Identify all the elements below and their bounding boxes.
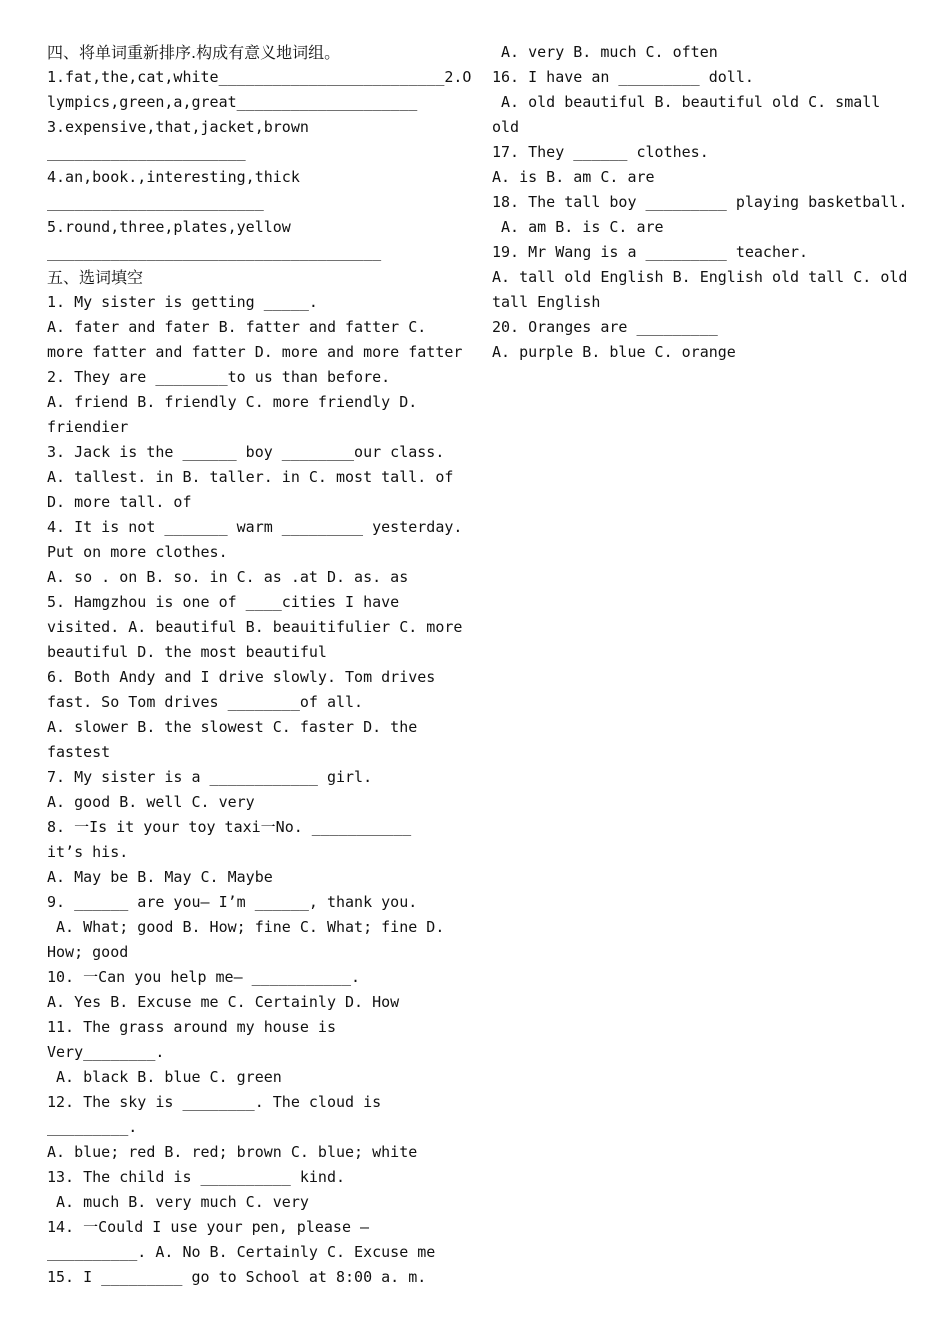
- right-column: [492, 40, 908, 365]
- text-line: A. What; good B. How; fine C. What; fine D.: [47, 918, 445, 936]
- text-line: Very________.: [47, 1043, 165, 1061]
- text-line: A. purple B. blue C. orange: [492, 343, 736, 361]
- text-line: 3. Jack is the ______ boy ________our class.: [47, 443, 445, 461]
- text-line: 14. 一Could I use your pen, please —: [47, 1218, 370, 1236]
- text-line: _____________________________________: [47, 243, 382, 261]
- text-line: 5.round,three,plates,yellow: [47, 218, 291, 236]
- text-line: A. old beautiful B. beautiful old C. small: [492, 93, 881, 111]
- text-line: 10. 一Can you help me— ___________.: [47, 968, 361, 986]
- text-line: ________________________: [47, 193, 264, 211]
- text-line: 19. Mr Wang is a _________ teacher.: [492, 243, 809, 261]
- text-line: 13. The child is __________ kind.: [47, 1168, 346, 1186]
- text-line: ______________________: [47, 143, 246, 161]
- text-line: _________.: [47, 1118, 138, 1136]
- text-line: fastest: [47, 743, 111, 761]
- text-line: 16. I have an _________ doll.: [492, 68, 754, 86]
- text-line: fast. So Tom drives ________of all.: [47, 693, 364, 711]
- text-line: visited. A. beautiful B. beauitifulier C. more: [47, 618, 463, 636]
- text-line: it’s his.: [47, 843, 129, 861]
- left-column: [47, 40, 472, 1290]
- text-line: 6. Both Andy and I drive slowly. Tom drives: [47, 668, 436, 686]
- text-line: old: [492, 118, 520, 136]
- text-line: D. more tall. of: [47, 493, 192, 511]
- text-line: 17. They ______ clothes.: [492, 143, 709, 161]
- text-line: A. good B. well C. very: [47, 793, 255, 811]
- text-line: A. May be B. May C. Maybe: [47, 868, 273, 886]
- text-line: 7. My sister is a ____________ girl.: [47, 768, 373, 786]
- section-heading-fill-in: 五、选词填空: [47, 268, 144, 287]
- text-line: 4.an,book.,interesting,thick: [47, 168, 300, 186]
- text-line: A. friend B. friendly C. more friendly D.: [47, 393, 418, 411]
- text-line: A. am B. is C. are: [492, 218, 664, 236]
- text-line: 11. The grass around my house is: [47, 1018, 336, 1036]
- text-line: tall English: [492, 293, 601, 311]
- text-line: beautiful D. the most beautiful: [47, 643, 327, 661]
- text-line: A. Yes B. Excuse me C. Certainly D. How: [47, 993, 400, 1011]
- text-line: 5. Hamgzhou is one of ____cities I have: [47, 593, 400, 611]
- text-line: 9. ______ are you— I’m ______, thank you.: [47, 893, 418, 911]
- text-line: A. much B. very much C. very: [47, 1193, 309, 1211]
- text-line: How; good: [47, 943, 129, 961]
- text-line: __________. A. No B. Certainly C. Excuse me: [47, 1243, 436, 1261]
- text-line: 4. It is not _______ warm _________ yesterday.: [47, 518, 463, 536]
- text-line: A. very B. much C. often: [492, 43, 718, 61]
- text-line: 1.fat,the,cat,white_________________________2.O: [47, 68, 472, 86]
- text-line: Put on more clothes.: [47, 543, 228, 561]
- text-line: A. blue; red B. red; brown C. blue; white: [47, 1143, 418, 1161]
- text-line: 18. The tall boy _________ playing basketball.: [492, 193, 908, 211]
- text-line: A. tall old English B. English old tall C. old: [492, 268, 908, 286]
- text-line: more fatter and fatter D. more and more fatter: [47, 343, 463, 361]
- text-line: lympics,green,a,great____________________: [47, 93, 418, 111]
- text-line: A. tallest. in B. taller. in C. most tall. of: [47, 468, 454, 486]
- text-line: 15. I _________ go to School at 8:00 a. m.: [47, 1268, 427, 1286]
- text-line: 1. My sister is getting _____.: [47, 293, 318, 311]
- text-line: friendier: [47, 418, 129, 436]
- text-line: A. black B. blue C. green: [47, 1068, 282, 1086]
- text-line: 20. Oranges are _________: [492, 318, 718, 336]
- text-line: 8. 一Is it your toy taxi一No. ___________: [47, 818, 412, 836]
- text-line: A. slower B. the slowest C. faster D. the: [47, 718, 418, 736]
- text-line: 2. They are ________to us than before.: [47, 368, 391, 386]
- section-heading-reorder: 四、将单词重新排序.构成有意义地词组。: [47, 43, 341, 62]
- text-line: 3.expensive,that,jacket,brown: [47, 118, 309, 136]
- text-line: 12. The sky is ________. The cloud is: [47, 1093, 382, 1111]
- text-line: A. so . on B. so. in C. as .at D. as. as: [47, 568, 409, 586]
- text-line: A. fater and fater B. fatter and fatter C.: [47, 318, 427, 336]
- text-line: A. is B. am C. are: [492, 168, 655, 186]
